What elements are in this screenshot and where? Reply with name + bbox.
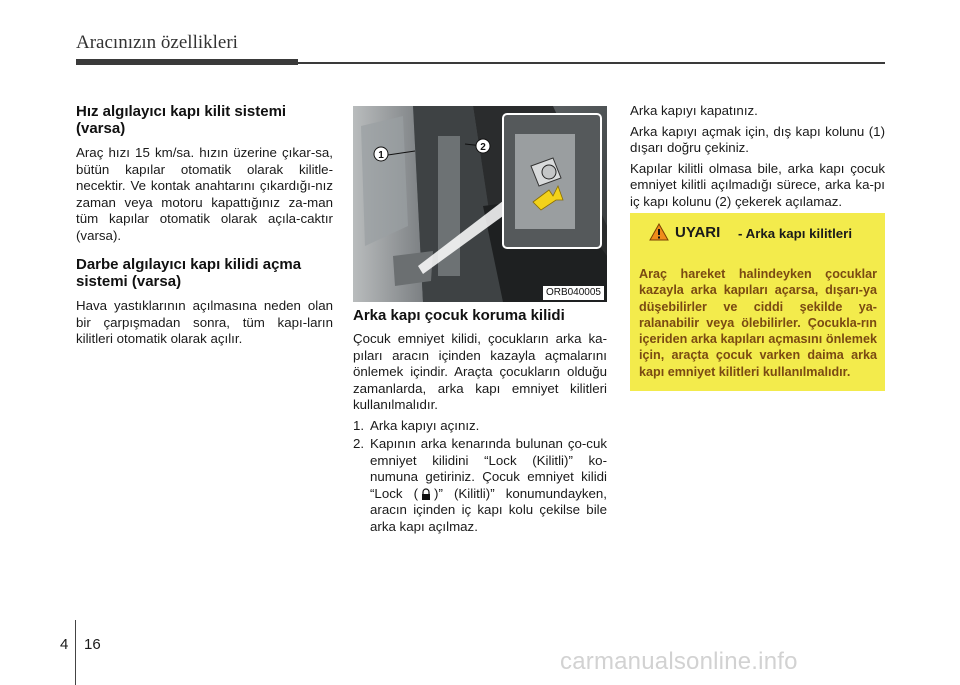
step-number: 1. — [353, 417, 365, 433]
column-middle — [353, 307, 607, 537]
figure-rear-door-photo — [353, 106, 607, 302]
child-lock-intro: Çocuk emniyet kilidi, çocukların arka ka-pıları aracın içinden kazayla açmalarını önlemek içindir. Araçta çocukların olduğu zamanlarda, arka kapı emniyet kilitleri kullanılmalıdır. — [353, 331, 607, 412]
warning-box — [630, 213, 885, 391]
footer-page-number: 16 — [84, 636, 101, 653]
warning-triangle-icon — [649, 223, 669, 241]
header-title: Aracınızın özellikleri — [76, 32, 238, 53]
paragraph-close-door: Arka kapıyı kapatınız. — [630, 103, 758, 118]
callout-2-label: 2 — [480, 142, 486, 153]
step-text-part-b: )” (Kilitli)” konumundayken, aracın içinden iç kapı kolu çekilse bile arka kapı açılmaz. — [370, 485, 607, 534]
column-right — [630, 103, 885, 214]
callout-1-label: 1 — [378, 150, 384, 161]
watermark: carmanualsonline.info — [560, 648, 798, 675]
step-item — [353, 418, 607, 435]
step-text-part-a: Kapının arka kenarında bulunan ço-cuk emniyet kilidini “Lock (Kilitli)” ko-numuna getiriniz. Çocuk emniyet kilidi “Lock ( — [370, 436, 607, 501]
figure-code: ORB040005 — [543, 286, 604, 300]
step-number: 2. — [353, 436, 365, 451]
paragraph-open-door: Arka kapıyı açmak için, dış kapı kolunu (1) dışarı doğru çekiniz. — [630, 123, 885, 155]
section-body-speed-lock: Araç hızı 15 km/sa. hızın üzerine çıkar-sa, bütün kapılar otomatik olarak kilitle-necektir. Ve kontak anahtarını çıkardığı-nız zaman veya motoru kapattığınız za-man tüm kapılar otomatik olarak açıla-caktır (varsa). — [76, 145, 333, 243]
header-rule-thin — [298, 62, 885, 64]
warning-header — [639, 221, 877, 259]
step-text: Arka kapıyı açınız. — [370, 417, 480, 433]
section-title-impact-unlock: Darbe algılayıcı kapı kilidi açma sistemi (varsa) — [76, 256, 302, 290]
section-body-impact-unlock: Hava yastıklarının açılmasına neden olan bir çarpışmadan sonra, tüm kapı-ların kilitleri otomatik olarak açılır. — [76, 298, 333, 346]
column-left — [76, 103, 333, 360]
child-lock-steps — [353, 418, 607, 536]
lock-icon — [420, 488, 432, 500]
door-illustration — [353, 106, 607, 302]
footer-chapter-number: 4 — [60, 636, 69, 653]
step-item — [353, 436, 607, 535]
warning-subtitle: - Arka kapı kilitleri — [737, 226, 853, 241]
footer-divider — [75, 620, 76, 685]
paragraph-inner-handle: Kapılar kilitli olmasa bile, arka kapı çocuk emniyet kilitli açılmadığı sürece, arka ka-pı iç kapı kolunu (2) çekerek açılamaz. — [630, 160, 885, 209]
warning-body: Araç hareket halindeyken çocuklar kazayla arka kapıları açarsa, dışarı-ya düşebilirler ve ciddi şekilde ya-ralanabilir veya ölebilirler. Çocukla-rın içeriden arka kapıları açmasını önlemek için, araçta çocuk varken daima arka kapı emniyet kilitleri kullanılmalıdır. — [639, 267, 877, 379]
header-rule-thick — [76, 59, 298, 65]
section-title-child-lock: Arka kapı çocuk koruma kilidi — [353, 307, 565, 324]
section-title-speed-lock: Hız algılayıcı kapı kilit sistemi (varsa) — [76, 103, 287, 137]
warning-label: UYARI — [675, 224, 721, 241]
